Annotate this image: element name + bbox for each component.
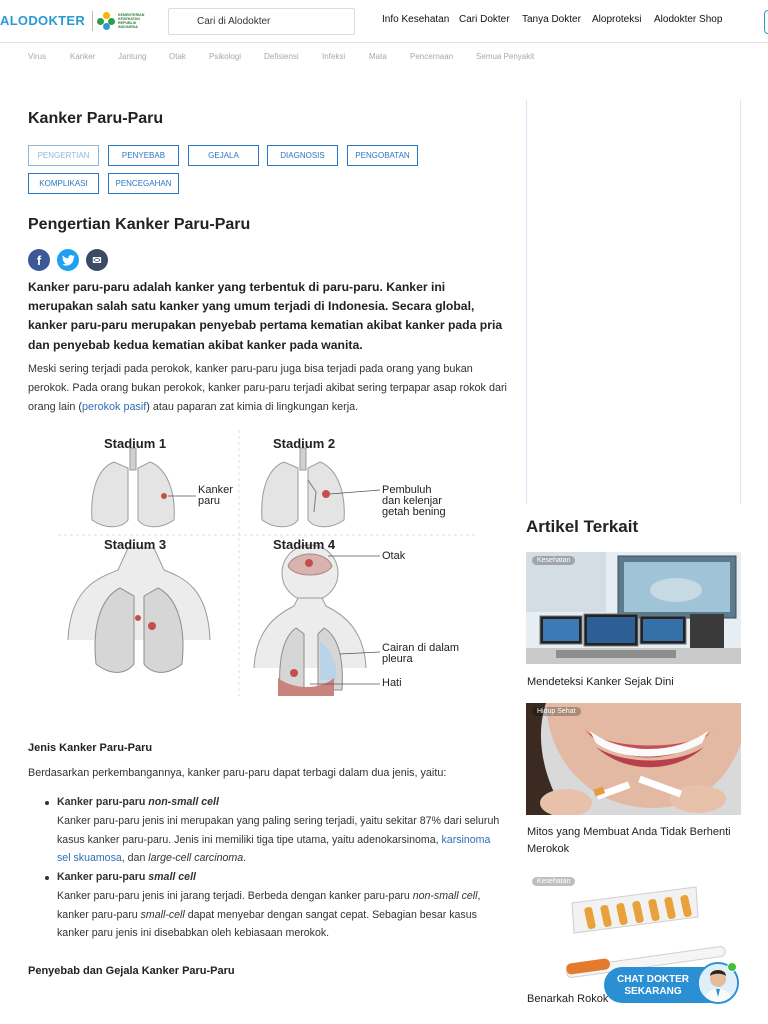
sidebar-ad-slot bbox=[526, 100, 741, 504]
related-card-3-title[interactable]: Benarkah Rokok bbox=[527, 993, 609, 1005]
tab-komplikasi[interactable]: KOMPLIKASI bbox=[28, 173, 99, 194]
list-item-non-small-cell: Kanker paru-paru non-small cell Kanker paru-paru jenis ini merupakan yang paling sering terjadi, yaitu sekitar 87% dari seluruh kasus kanker paru-paru. Jenis ini memiliki tiga tipe utama, yaitu adenokarsinoma, karsinoma sel skuamosa, dan large-cell carcinoma. bbox=[57, 796, 500, 865]
related-card-1-image[interactable] bbox=[526, 552, 741, 664]
nav-aloproteksi[interactable]: Aloproteksi bbox=[592, 14, 642, 25]
category-mata[interactable]: Mata bbox=[369, 52, 387, 61]
page-title: Kanker Paru-Paru bbox=[28, 110, 164, 127]
category-pencernaan[interactable]: Pencernaan bbox=[410, 52, 454, 61]
site-header bbox=[0, 0, 768, 43]
category-psikologi[interactable]: Psikologi bbox=[209, 52, 242, 61]
card-3-tag: Kesehatan bbox=[532, 877, 575, 886]
category-semua-penyakit[interactable]: Semua Penyakit bbox=[476, 52, 535, 61]
category-virus[interactable]: Virus bbox=[28, 52, 47, 61]
stage-1-label: Stadium 1 bbox=[104, 436, 167, 451]
chat-dokter-button[interactable]: CHAT DOKTER SEKARANG bbox=[604, 967, 736, 1003]
category-kanker[interactable]: Kanker bbox=[70, 52, 96, 61]
share-facebook-icon[interactable]: f bbox=[28, 249, 50, 271]
link-perokok-pasif[interactable]: perokok pasif bbox=[82, 401, 147, 413]
search-input[interactable] bbox=[168, 8, 355, 35]
section-title: Pengertian Kanker Paru-Paru bbox=[28, 216, 251, 233]
tab-gejala[interactable]: GEJALA bbox=[188, 145, 259, 166]
kemenkes-logo: KEMENTERIAN KESEHATAN REPUBLIK INDONESIA bbox=[92, 9, 150, 33]
related-card-1-title[interactable]: Mendeteksi Kanker Sejak Dini bbox=[527, 676, 674, 688]
online-status-icon bbox=[727, 962, 737, 972]
category-jantung[interactable]: Jantung bbox=[118, 52, 147, 61]
share-twitter-icon[interactable] bbox=[57, 249, 79, 271]
paragraph-jenis-intro: Berdasarkan perkembangannya, kanker paru-paru dapat terbagi dalam dua jenis, yaitu: bbox=[28, 767, 447, 779]
login-button[interactable] bbox=[764, 10, 768, 34]
nav-cari-dokter[interactable]: Cari Dokter bbox=[459, 14, 510, 25]
category-defisiensi[interactable]: Defisiensi bbox=[264, 52, 299, 61]
category-otak[interactable]: Otak bbox=[169, 52, 186, 61]
nav-alodokter-shop[interactable]: Alodokter Shop bbox=[654, 14, 723, 25]
bullet-icon bbox=[45, 876, 49, 880]
label-hati: Hati bbox=[382, 677, 402, 689]
related-card-2-title[interactable]: Mitos yang Membuat Anda Tidak Berhenti Merokok bbox=[527, 826, 731, 855]
lung-cancer-stages-illustration bbox=[58, 428, 478, 700]
label-otak: Otak bbox=[382, 550, 406, 562]
label-pembuluh: Pembuluh dan kelenjar getah bening bbox=[382, 484, 446, 518]
tab-diagnosis[interactable]: DIAGNOSIS bbox=[267, 145, 338, 166]
stage-4-label: Stadium 4 bbox=[273, 537, 336, 552]
kemenkes-mark-icon bbox=[97, 12, 115, 30]
label-cairan-pleura: Cairan di dalam pleura bbox=[382, 642, 460, 665]
label-kanker-paru: Kanker paru bbox=[198, 484, 233, 507]
stage-3-label: Stadium 3 bbox=[104, 537, 167, 552]
tab-pengertian[interactable]: PENGERTIAN bbox=[28, 145, 99, 166]
nav-info-kesehatan[interactable]: Info Kesehatan bbox=[382, 14, 450, 25]
stage-2-label: Stadium 2 bbox=[273, 436, 336, 451]
related-articles-title: Artikel Terkait bbox=[526, 517, 639, 536]
search-placeholder: Cari di Alodokter bbox=[197, 16, 271, 27]
bullet-icon bbox=[45, 801, 49, 805]
lead-paragraph: Kanker paru-paru adalah kanker yang terbentuk di paru-paru. Kanker ini merupakan salah satu kanker yang umum terjadi di Indonesia. Secara global, kanker paru-paru merupakan penyebab pertama kematian akibat kanker pada pria dan penyebab kedua kematian akibat kanker pada wanita. bbox=[28, 280, 503, 352]
list-item-small-cell: Kanker paru-paru small cell Kanker paru-paru jenis ini jarang terjadi. Berbeda dengan kanker paru-paru non-small cell, kanker paru-paru small-cell dapat menyebar dengan sangat cepat. Sebagian besar kasus kanker paru jenis ini disebabkan oleh kebiasaan merokok. bbox=[57, 871, 481, 940]
heading-jenis: Jenis Kanker Paru-Paru bbox=[28, 742, 153, 754]
card-2-tag: Hidup Sehat bbox=[532, 707, 581, 716]
nav-tanya-dokter[interactable]: Tanya Dokter bbox=[522, 14, 581, 25]
tab-pencegahan[interactable]: PENCEGAHAN bbox=[108, 173, 179, 194]
alodokter-logo[interactable]: ALODOKTER bbox=[0, 13, 86, 28]
heading-penyebab-gejala: Penyebab dan Gejala Kanker Paru-Paru bbox=[28, 965, 235, 977]
tab-penyebab[interactable]: PENYEBAB bbox=[108, 145, 179, 166]
category-infeksi[interactable]: Infeksi bbox=[322, 52, 346, 61]
related-card-2-image[interactable] bbox=[526, 703, 741, 815]
link-karsinoma-sel-skuamosa[interactable]: karsinoma sel skuamosa bbox=[57, 833, 491, 865]
card-1-tag: Kesehatan bbox=[532, 556, 575, 565]
tab-pengobatan[interactable]: PENGOBATAN bbox=[347, 145, 418, 166]
paragraph-perokok: Meski sering terjadi pada perokok, kanker paru-paru juga bisa terjadi pada orang yang bukan perokok. Pada orang bukan perokok, kanker paru-paru terjadi akibat sering terpapar asap rokok dari orang lain (perokok pasif) atau paparan zat kimia di lingkungan kerja. bbox=[28, 363, 507, 413]
share-email-icon[interactable]: ✉ bbox=[86, 249, 108, 271]
